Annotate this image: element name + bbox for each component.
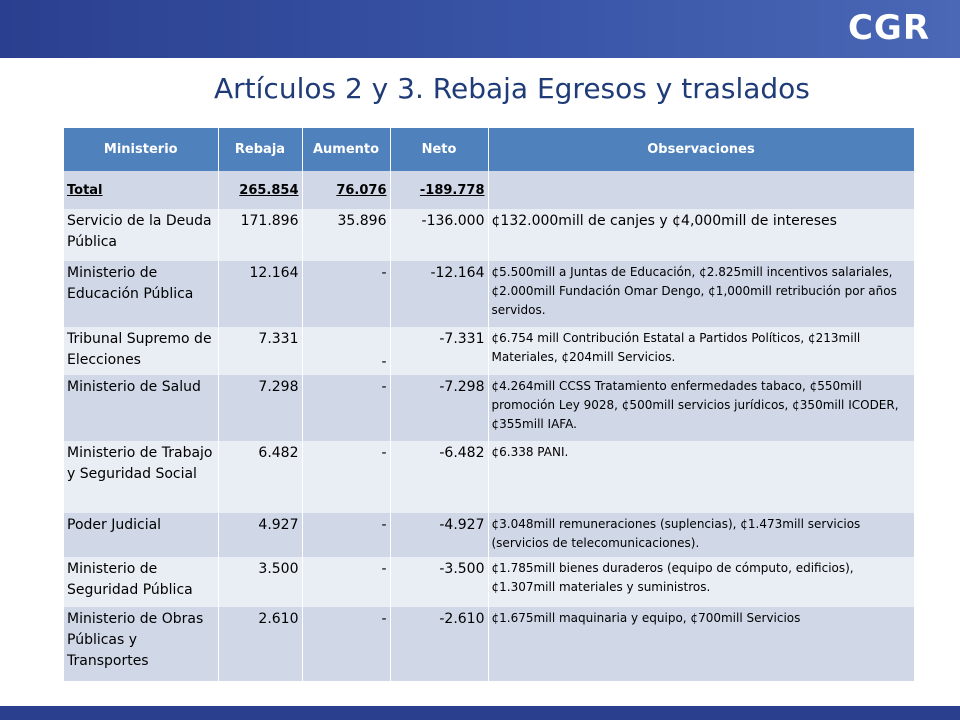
row-ministerio: Tribunal Supremo de Elecciones xyxy=(64,327,218,375)
total-row xyxy=(64,171,914,209)
row-ministerio: Servicio de la Deuda Pública xyxy=(64,209,218,261)
row-observaciones: ¢3.048mill remuneraciones (suplencias), ¢1.473mill servicios (servicios de telecomunicaciones). xyxy=(488,513,914,557)
row-observaciones: ¢6.338 PANI. xyxy=(488,441,914,513)
row-observaciones: ¢132.000mill de canjes y ¢4,000mill de intereses xyxy=(488,209,914,261)
row-rebaja: 7.298 xyxy=(218,375,302,441)
row-neto: -6.482 xyxy=(390,441,488,513)
total-obs xyxy=(488,171,914,209)
header-band xyxy=(0,0,960,58)
row-ministerio: Ministerio de Trabajo y Seguridad Social xyxy=(64,441,218,513)
row-aumento: - xyxy=(302,375,390,441)
row-ministerio: Ministerio de Obras Públicas y Transportes xyxy=(64,607,218,681)
table-header-row xyxy=(64,128,914,171)
row-ministerio: Ministerio de Seguridad Pública xyxy=(64,557,218,607)
budget-table xyxy=(64,128,915,681)
total-neto: -189.778 xyxy=(390,171,488,209)
column-header-rebaja: Rebaja xyxy=(218,128,302,171)
row-neto: -4.927 xyxy=(390,513,488,557)
column-header-ministerio: Ministerio xyxy=(64,128,218,171)
column-header-observaciones: Observaciones xyxy=(488,128,914,171)
row-aumento: - xyxy=(302,513,390,557)
cgr-logo: CGR xyxy=(847,8,930,48)
page-title: Artículos 2 y 3. Rebaja Egresos y traslados xyxy=(214,72,810,105)
row-rebaja: 171.896 xyxy=(218,209,302,261)
column-header-aumento: Aumento xyxy=(302,128,390,171)
table-row xyxy=(64,441,914,513)
table-row xyxy=(64,261,914,327)
row-aumento: - xyxy=(302,607,390,681)
row-observaciones: ¢4.264mill CCSS Tratamiento enfermedades tabaco, ¢550mill promoción Ley 9028, ¢500mill servicios jurídicos, ¢350mill ICODER, ¢355mill IAFA. xyxy=(488,375,914,441)
row-ministerio: Ministerio de Educación Pública xyxy=(64,261,218,327)
row-rebaja: 2.610 xyxy=(218,607,302,681)
footer-bar xyxy=(0,706,960,720)
row-rebaja: 4.927 xyxy=(218,513,302,557)
row-neto: -136.000 xyxy=(390,209,488,261)
row-rebaja: 12.164 xyxy=(218,261,302,327)
row-ministerio: Ministerio de Salud xyxy=(64,375,218,441)
table-row xyxy=(64,557,914,607)
row-neto: -3.500 xyxy=(390,557,488,607)
row-aumento: - xyxy=(302,557,390,607)
column-header-neto: Neto xyxy=(390,128,488,171)
row-neto: -2.610 xyxy=(390,607,488,681)
table-row xyxy=(64,607,914,681)
row-rebaja: 3.500 xyxy=(218,557,302,607)
row-neto: -7.298 xyxy=(390,375,488,441)
row-aumento: - xyxy=(302,261,390,327)
row-observaciones: ¢1.675mill maquinaria y equipo, ¢700mill Servicios xyxy=(488,607,914,681)
row-ministerio: Poder Judicial xyxy=(64,513,218,557)
row-neto: -12.164 xyxy=(390,261,488,327)
total-rebaja: 265.854 xyxy=(218,171,302,209)
row-neto: -7.331 xyxy=(390,327,488,375)
row-rebaja: 6.482 xyxy=(218,441,302,513)
table-row xyxy=(64,375,914,441)
row-observaciones: ¢1.785mill bienes duraderos (equipo de cómputo, edificios), ¢1.307mill materiales y suministros. xyxy=(488,557,914,607)
row-observaciones: ¢5.500mill a Juntas de Educación, ¢2.825mill incentivos salariales, ¢2.000mill Fundación Omar Dengo, ¢1,000mill retribución por años servidos. xyxy=(488,261,914,327)
row-observaciones: ¢6.754 mill Contribución Estatal a Partidos Políticos, ¢213mill Materiales, ¢204mill Servicios. xyxy=(488,327,914,375)
table-row xyxy=(64,513,914,557)
row-aumento: - xyxy=(302,327,390,375)
row-aumento: 35.896 xyxy=(302,209,390,261)
table-row xyxy=(64,327,914,375)
table-row xyxy=(64,209,914,261)
row-rebaja: 7.331 xyxy=(218,327,302,375)
row-aumento: - xyxy=(302,441,390,513)
total-label: Total xyxy=(64,171,218,209)
total-aumento: 76.076 xyxy=(302,171,390,209)
